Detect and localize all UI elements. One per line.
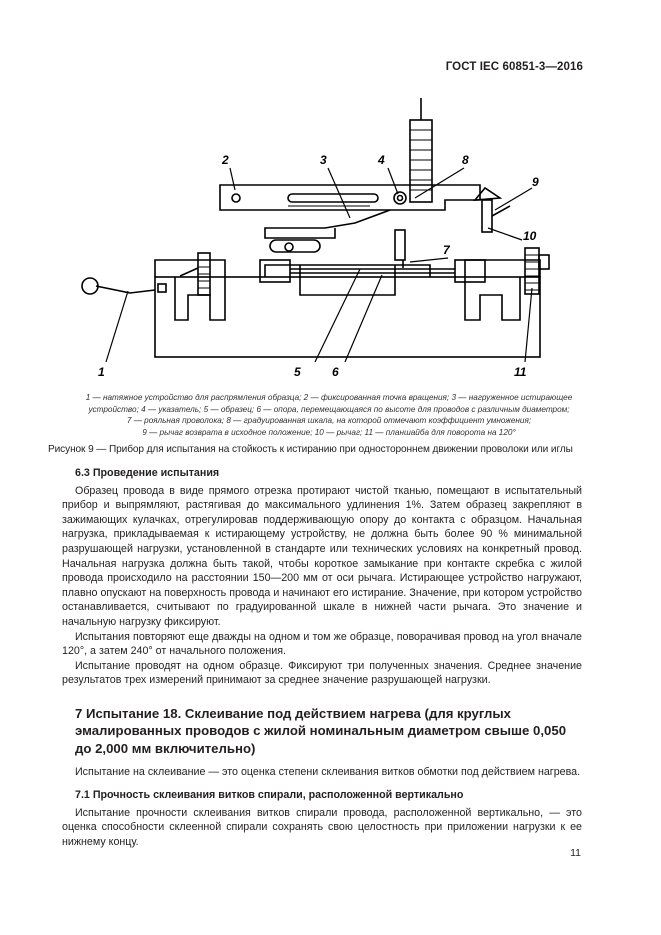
paragraph: Испытание проводят на одном образце. Фиксируют три полученных значения. Среднее значение результатов трех измерений принимают за среднее значение разрушающей нагрузки. xyxy=(62,659,582,687)
return-lever xyxy=(475,188,500,200)
apparatus-drawing xyxy=(70,90,590,390)
right-chuck xyxy=(455,260,485,282)
figure-legend xyxy=(64,392,594,438)
tension-knob xyxy=(82,278,98,294)
standard-header: ГОСТ IEC 60851-3—2016 xyxy=(445,61,583,73)
document-body xyxy=(62,466,582,849)
label-8: 8 xyxy=(462,153,469,167)
paragraph: Испытание прочности склеивания витков спирали провода, расположенной вертикально, — это оценка способности склеенной спирали сохранять свою целостность при приложении нагрузки к ее нижнему концу. xyxy=(62,806,582,848)
pointer xyxy=(394,192,406,204)
paragraph: Образец провода в виде прямого отрезка протирают чистой тканью, помещают в испытательный прибор и выпрямляют, растягивая до максимального удлинения 1%. Затем образец закрепляют в зажимающих кулачках, отрегулировав поддерживающую опору до контакта с образцом. Начальная нагрузка, прикладываемая к истирающему устройству, не должна быть более 90 % минимальной разрушающей нагрузки, установленной в стандарте или технических условиях на конкретный провод. Начальная нагрузка должна быть такой, чтобы короткое замыкание при контакте скребка с жилой провода происходило на расстоянии 150—200 мм от оси рычага. Истирающее устройство нагружают, плавно опускают на поверхность провода и начинают его истирание. Значение, при котором устройство останавливается, считывают по градуированной шкале в нижней части рычага. Это значение и начальную нагрузку фиксируют. xyxy=(62,484,582,628)
label-4: 4 xyxy=(378,153,385,167)
figure-caption: Рисунок 9 — Прибор для испытания на стойкость к истиранию при одностороннем движении проволоки или иглы xyxy=(48,444,573,455)
abrasion-device xyxy=(265,210,390,238)
label-6: 6 xyxy=(332,365,339,379)
base-body xyxy=(155,277,540,357)
legend-line: устройство; 4 — указатель; 5 — образец; 6 — опора, перемещающаяся по высоте для проводов с различным диаметром; xyxy=(88,404,570,414)
legend-line: 1 — натяжное устройство для распрямления образца; 2 — фиксированная точка вращения; 3 — нагруженное истирающее xyxy=(85,393,573,402)
legend-line: 7 — рояльная проволока; 8 — градуированная шкала, на которой отмечают коэффициент умножения; xyxy=(126,416,532,426)
section-heading-7: 7 Испытание 18. Склеивание под действием нагрева (для круглых эмалированных проводов с жилой номинальным диаметром свыше 0,050 до 2,000 мм включительно) xyxy=(75,705,567,756)
label-3: 3 xyxy=(320,153,327,167)
label-10: 10 xyxy=(523,229,537,243)
label-1: 1 xyxy=(98,365,105,379)
legend-line: 9 — рычаг возврата в исходное положение; 10 — рычаг; 11 — планшайба для поворота на 120° xyxy=(142,427,516,437)
section-heading-7-1: 7.1 Прочность склеивания витков спирали, расположенной вертикально xyxy=(75,789,464,801)
label-11: 11 xyxy=(514,365,527,379)
needle xyxy=(395,230,405,260)
page-number: 11 xyxy=(570,847,581,859)
label-2: 2 xyxy=(222,153,229,167)
paragraph: Испытания повторяют еще дважды на одном и том же образце, поворачивая провод на угол вначале 120°, а затем 240° от начального положения. xyxy=(62,630,582,658)
section-heading-6-3: 6.3 Проведение испытания xyxy=(75,467,220,479)
label-9: 9 xyxy=(532,175,539,189)
label-7: 7 xyxy=(443,243,450,257)
label-5: 5 xyxy=(294,365,301,379)
paragraph: Испытание на склеивание — это оценка степени склеивания витков обмотки под действием нагрева. xyxy=(75,766,581,779)
